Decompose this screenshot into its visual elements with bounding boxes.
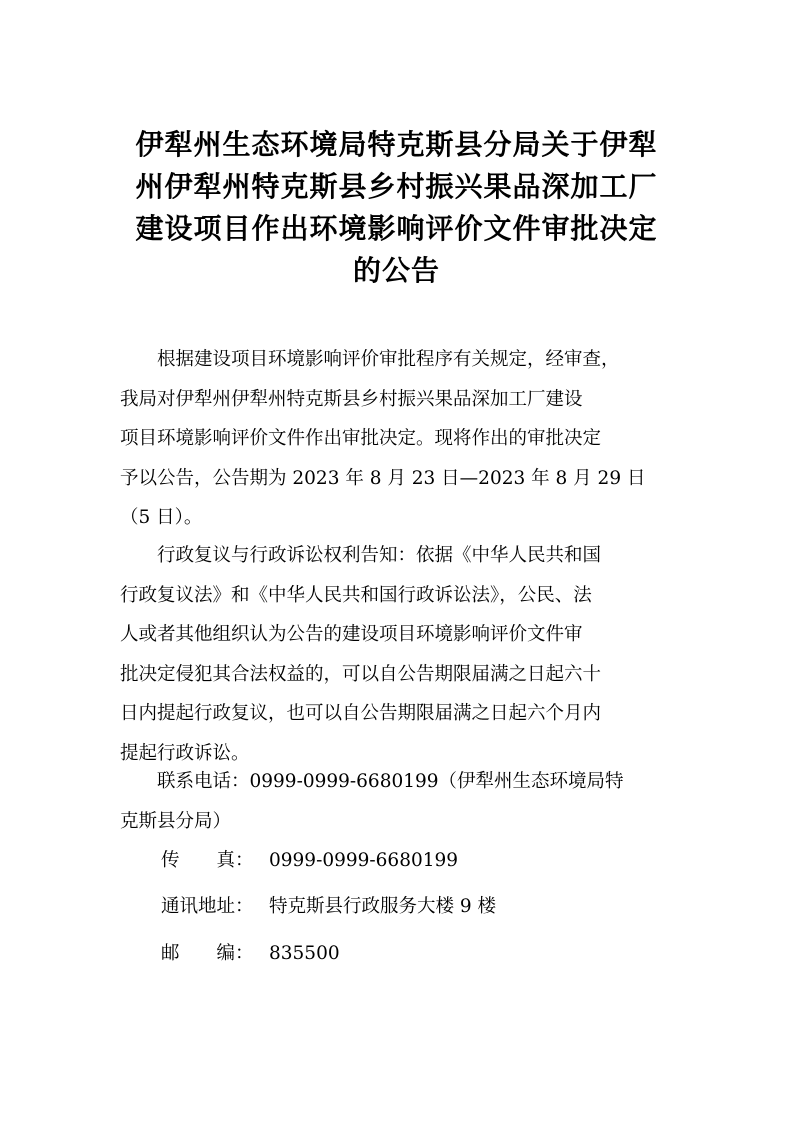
address-label: 通讯地址： <box>161 896 254 917</box>
paragraph-line: 行政复议法》和《中华人民共和国行政诉讼法》，公民、法 <box>120 584 592 606</box>
address-row <box>161 892 496 922</box>
title-line: 州伊犁州特克斯县乡村振兴果品深加工厂 <box>135 170 658 203</box>
paragraph-line: （5 日）。 <box>120 507 203 528</box>
document-title <box>100 124 693 292</box>
approval-paragraph <box>120 340 680 538</box>
contact-line: 克斯县分局） <box>120 810 232 832</box>
title-line: 建设项目作出环境影响评价文件审批决定 <box>135 212 658 245</box>
paragraph-line: 行政复议与行政诉讼权利告知：依据《中华人民共和国 <box>157 545 602 566</box>
fax-row <box>161 846 458 876</box>
postcode-value: 835500 <box>269 943 340 964</box>
title-line: 伊犁州生态环境局特克斯县分局关于伊犁 <box>135 128 658 161</box>
paragraph-line: 予以公告，公告期为 2023 年 8 月 23 日—2023 年 8 月 29 日 <box>120 467 646 489</box>
paragraph-line: 我局对伊犁州伊犁州特克斯县乡村振兴果品深加工厂建设 <box>120 388 583 410</box>
paragraph-line: 项目环境影响评价文件作出审批决定。现将作出的审批决定 <box>120 428 602 449</box>
address-value: 特克斯县行政服务大楼 9 楼 <box>269 896 497 917</box>
paragraph-line: 根据建设项目环境影响评价审批程序有关规定，经审查， <box>157 349 620 370</box>
paragraph-line: 批决定侵犯其合法权益的，可以自公告期限届满之日起六十 <box>120 663 602 685</box>
fax-label: 传 真： <box>161 850 254 871</box>
fax-value: 0999-0999-6680199 <box>269 850 459 871</box>
paragraph-line: 日内提起行政复议，也可以自公告期限届满之日起六个月内 <box>120 703 602 724</box>
title-line: 的公告 <box>352 254 440 287</box>
paragraph-line: 提起行政诉讼。 <box>120 742 250 764</box>
contact-phone <box>120 762 680 841</box>
contact-line: 联系电话：0999-0999-6680199（伊犁州生态环境局特 <box>157 771 624 792</box>
paragraph-line: 人或者其他组织认为公告的建设项目环境影响评价文件审 <box>120 624 583 645</box>
rights-notice-paragraph <box>120 536 680 773</box>
postcode-row <box>161 939 340 969</box>
postcode-label: 邮 编： <box>161 943 254 964</box>
